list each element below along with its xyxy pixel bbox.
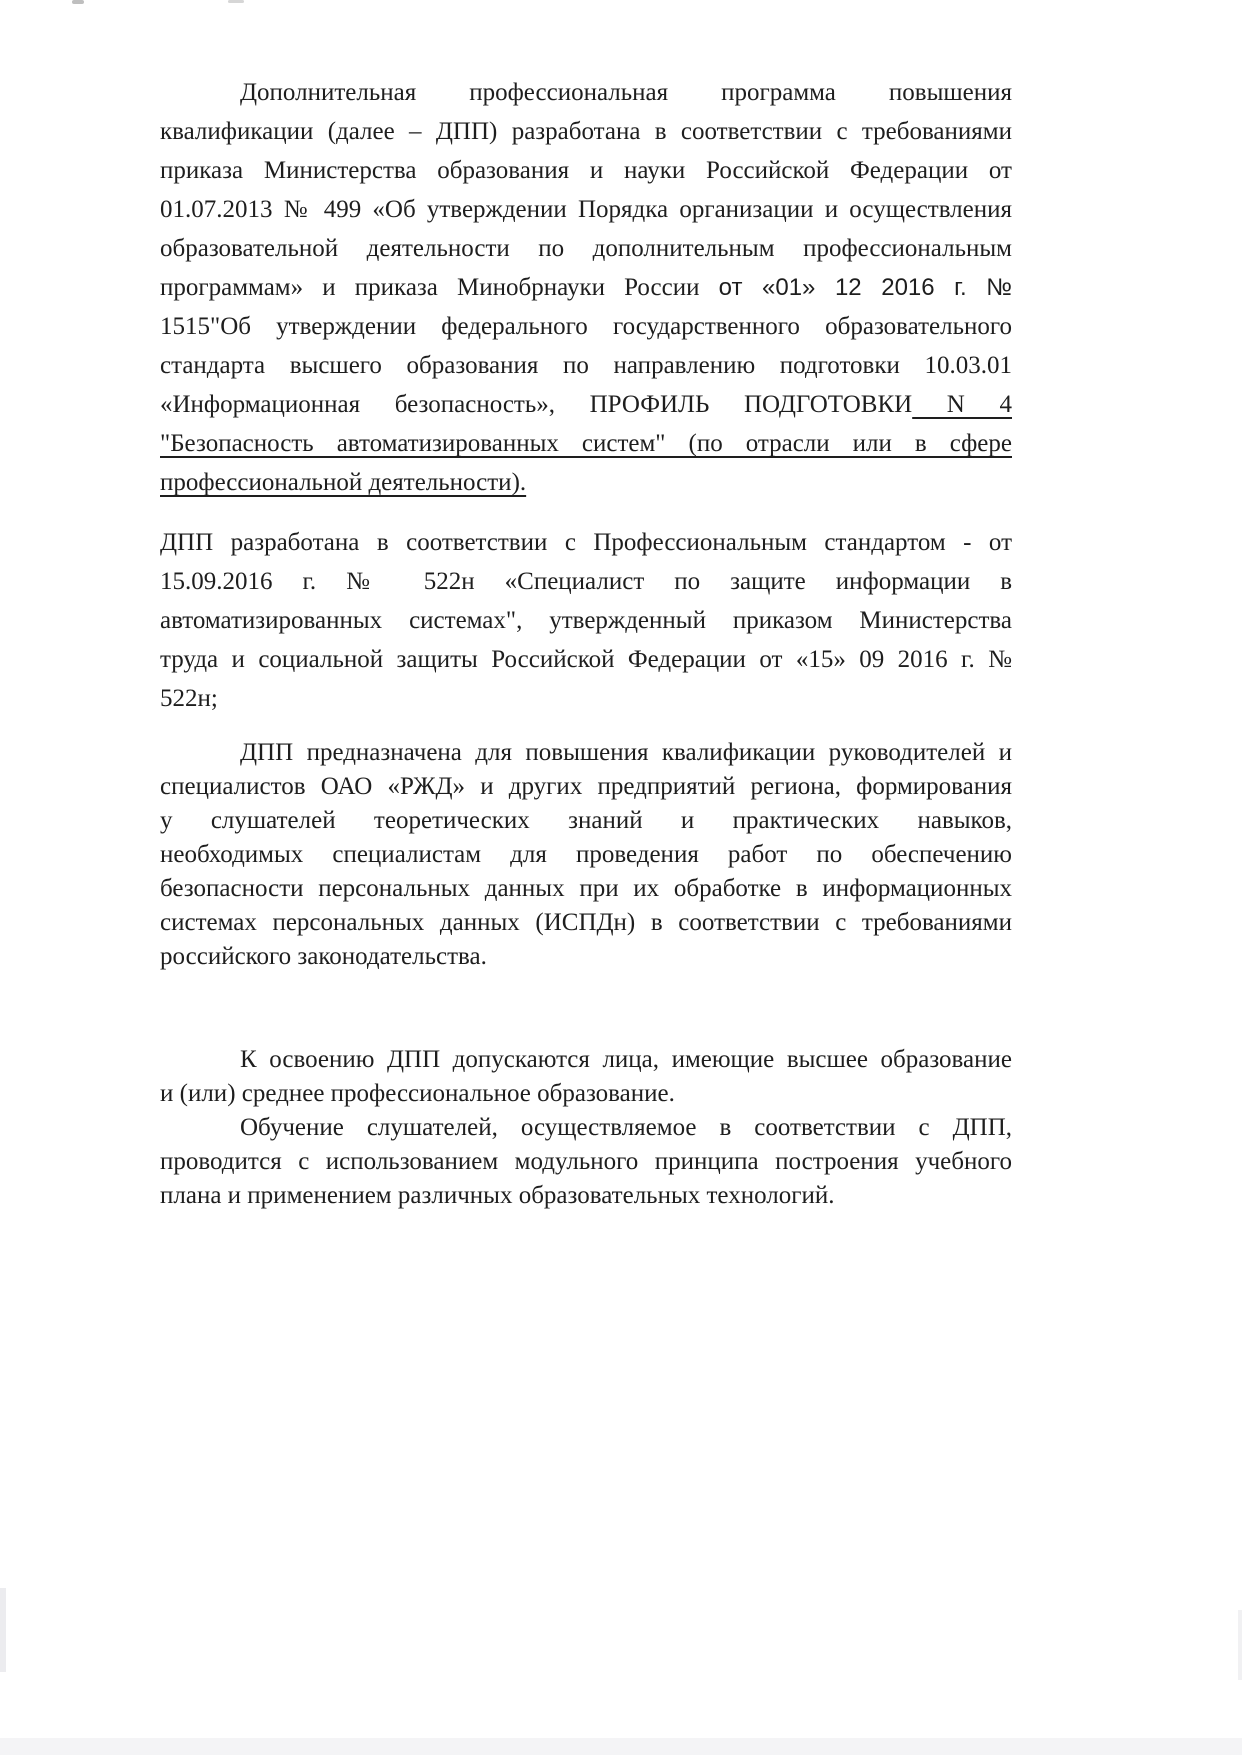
underlined-text-run: профессиональной деятельности). [160, 469, 527, 496]
text-line [160, 1179, 1012, 1213]
scan-artifact-top-mark-1 [72, 0, 84, 4]
text-run: 522н; [160, 685, 218, 712]
text-run: специалистов ОАО «РЖД» и других предприятий региона, формирования [160, 773, 1012, 800]
text-run: 01.07.2013 № 499 «Об утверждении Порядка организации и осуществления [160, 196, 1012, 223]
scan-artifact-top-mark-2 [228, 0, 244, 3]
text-line [160, 112, 1012, 151]
text-line [160, 385, 1012, 424]
text-line [160, 523, 1012, 562]
text-line [160, 940, 1012, 974]
professional-standard-paragraph [160, 523, 1012, 718]
text-run: 15.09.2016 г. № 522н «Специалист по защите информации в [160, 568, 1012, 595]
text-run: необходимых специалистам для проведения работ по обеспечению [160, 841, 1012, 868]
text-line [160, 804, 1012, 838]
text-block [160, 73, 1012, 1213]
text-line [160, 562, 1012, 601]
text-run: ДПП предназначена для повышения квалификации руководителей и [240, 739, 1012, 766]
text-run: и (или) среднее профессиональное образование. [160, 1080, 675, 1107]
text-line [160, 1043, 1012, 1077]
underlined-text-run: N 4 [912, 391, 1012, 418]
text-run: Дополнительная профессиональная программа повышения [240, 79, 1012, 106]
text-run: безопасности персональных данных при их обработке в информационных [160, 875, 1012, 902]
text-line [160, 346, 1012, 385]
text-line [160, 268, 1012, 307]
text-run: 1515"Об утверждении федерального государственного образовательного [160, 313, 1012, 340]
text-line [160, 601, 1012, 640]
text-line [160, 190, 1012, 229]
text-run: плана и применением различных образовательных технологий. [160, 1182, 835, 1209]
admission-paragraph [160, 1043, 1012, 1111]
text-line [160, 872, 1012, 906]
text-run: квалификации (далее – ДПП) разработана в соответствии с требованиями [160, 118, 1012, 145]
text-line [160, 640, 1012, 679]
text-run: стандарта высшего образования по направлению подготовки 10.03.01 [160, 352, 1012, 379]
purpose-paragraph [160, 736, 1012, 974]
text-run: у слушателей теоретических знаний и практических навыков, [160, 807, 1012, 834]
text-line [160, 151, 1012, 190]
scan-artifact-left-edge [0, 1588, 6, 1672]
scan-artifact-bottom-shadow [0, 1738, 1242, 1755]
text-line [160, 838, 1012, 872]
text-line [160, 1145, 1012, 1179]
text-run: образовательной деятельности по дополнительным профессиональным [160, 235, 1012, 262]
scan-artifact-right-edge [1238, 1610, 1242, 1680]
text-run: автоматизированных системах", утвержденный приказом Министерства [160, 607, 1012, 634]
text-line [160, 770, 1012, 804]
text-run: К освоению ДПП допускаются лица, имеющие высшее образование [240, 1046, 1012, 1073]
text-line [160, 229, 1012, 268]
text-line [160, 73, 1012, 112]
text-run: проводится с использованием модульного принципа построения учебного [160, 1148, 1012, 1175]
text-run: приказа Министерства образования и науки Российской Федерации от [160, 157, 1012, 184]
text-line [160, 307, 1012, 346]
text-line [160, 463, 1012, 502]
text-run: ДПП разработана в соответствии с Профессиональным стандартом - от [160, 529, 1012, 556]
text-run: российского законодательства. [160, 943, 487, 970]
text-line [160, 1111, 1012, 1145]
text-line [160, 736, 1012, 770]
underlined-text-run: "Безопасность автоматизированных систем" (по отрасли или в сфере [160, 430, 1012, 457]
text-line [160, 906, 1012, 940]
text-run: системах персональных данных (ИСПДн) в соответствии с требованиями [160, 909, 1012, 936]
intro-regulations-paragraph [160, 73, 1012, 502]
text-run: Обучение слушателей, осуществляемое в соответствии с ДПП, [240, 1114, 1012, 1141]
text-line [160, 679, 1012, 718]
text-run: «Информационная безопасность», ПРОФИЛЬ ПОДГОТОВКИ [160, 391, 913, 418]
training-method-paragraph [160, 1111, 1012, 1213]
text-run: от «01» 12 2016 г. № [718, 274, 1012, 301]
text-run: программам» и приказа Минобрнауки России [160, 274, 719, 301]
text-line [160, 1077, 1012, 1111]
text-run: труда и социальной защиты Российской Федерации от «15» 09 2016 г. № [160, 646, 1012, 673]
text-line [160, 424, 1012, 463]
